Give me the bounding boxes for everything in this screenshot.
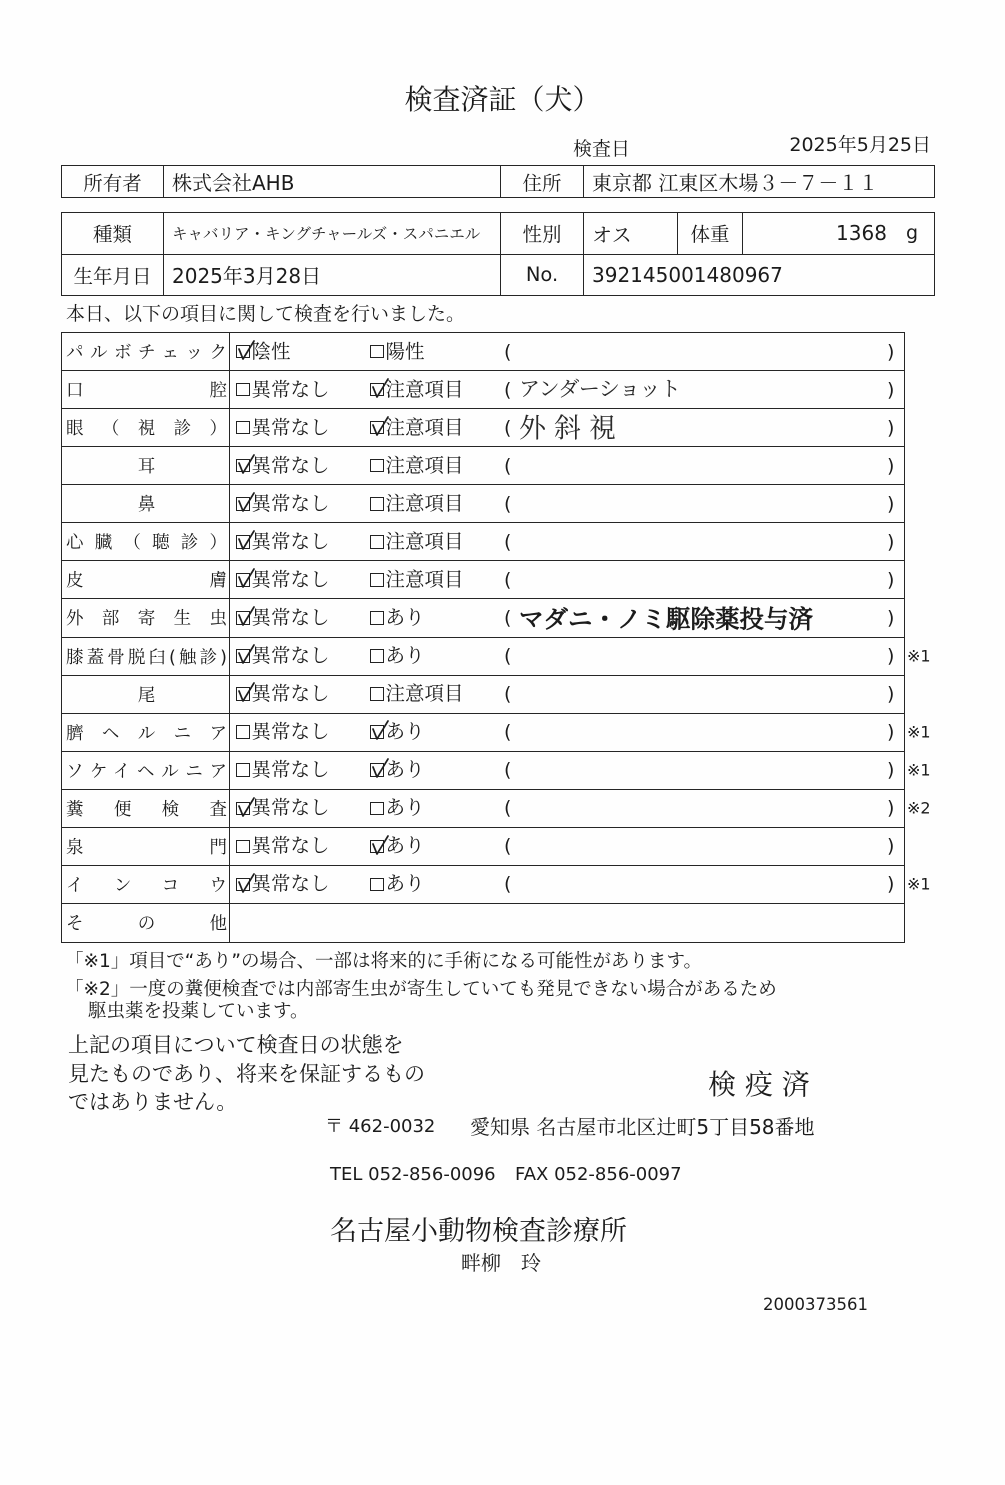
option-label: 異常なし bbox=[251, 415, 330, 439]
checkbox-checked bbox=[370, 383, 384, 397]
birth-label: 生年月日 bbox=[62, 255, 164, 296]
clinic-postal-code: 〒 462-0032 bbox=[325, 1116, 436, 1137]
paren-close: ) bbox=[887, 416, 895, 439]
row-label: 膝蓋骨脱臼(触診) bbox=[66, 647, 227, 668]
checklist-row bbox=[62, 866, 931, 904]
option bbox=[236, 796, 330, 820]
row-label: 心臓（聴診） bbox=[66, 533, 227, 554]
checkbox-checked bbox=[370, 840, 384, 854]
disclaimer bbox=[68, 1031, 425, 1117]
row-content-cell bbox=[230, 333, 904, 370]
birth-value: 2025年3月28日 bbox=[164, 255, 501, 296]
option-label: あり bbox=[385, 720, 425, 744]
row-label-cell bbox=[62, 333, 230, 370]
quarantine-stamp: 検 疫 済 bbox=[708, 1068, 810, 1101]
footnote-mark: ※1 bbox=[907, 874, 931, 894]
paren-open: ( bbox=[504, 721, 512, 744]
checkbox-unchecked bbox=[370, 802, 384, 816]
checkbox-unchecked bbox=[370, 459, 384, 473]
clinic-address: 愛知県 名古屋市北区辻町5丁目58番地 bbox=[470, 1115, 815, 1139]
check-mark-icon bbox=[237, 491, 257, 513]
row-label-cell bbox=[62, 485, 230, 522]
row-label: 眼（視診） bbox=[66, 419, 227, 440]
row-label-cell bbox=[62, 638, 230, 675]
checklist-row bbox=[62, 447, 904, 485]
footnote-mark: ※1 bbox=[907, 646, 931, 666]
footnote-2: 「※2」一度の糞便検査では内部寄生虫が寄生していても発見できない場合があるため bbox=[65, 979, 777, 1000]
checkbox-unchecked bbox=[370, 573, 384, 587]
paren-open: ( bbox=[504, 492, 512, 515]
row-label-cell bbox=[62, 371, 230, 408]
check-mark-icon bbox=[371, 377, 391, 399]
option bbox=[370, 758, 425, 782]
row-label-cell bbox=[62, 904, 230, 942]
option-label: 異常なし bbox=[251, 567, 330, 591]
checkbox-unchecked bbox=[236, 725, 250, 739]
option bbox=[370, 606, 425, 630]
row-label-cell bbox=[62, 828, 230, 865]
paren-open: ( bbox=[504, 454, 512, 477]
row-label: 耳 bbox=[137, 457, 156, 478]
option-label: あり bbox=[385, 872, 425, 896]
weight-cell bbox=[743, 213, 934, 254]
weight-value: 1368 bbox=[836, 221, 887, 246]
option-label: 異常なし bbox=[251, 453, 330, 477]
checkbox-checked bbox=[236, 459, 250, 473]
row-content-cell bbox=[230, 371, 904, 408]
inspection-date-label: 検査日 bbox=[573, 138, 631, 160]
row-label-cell bbox=[62, 599, 230, 636]
row-label-cell bbox=[62, 447, 230, 484]
row-note: 外斜視 bbox=[519, 413, 624, 445]
option bbox=[236, 340, 291, 364]
option-label: 注意項目 bbox=[385, 491, 464, 515]
paren-open: ( bbox=[504, 416, 512, 439]
paren-close: ) bbox=[887, 530, 895, 553]
paren-close: ) bbox=[887, 683, 895, 706]
checkbox-unchecked bbox=[236, 383, 250, 397]
option bbox=[236, 872, 330, 896]
option bbox=[236, 834, 330, 858]
footnote-mark: ※2 bbox=[907, 798, 931, 818]
paren-close: ) bbox=[887, 340, 895, 363]
checklist-row bbox=[62, 828, 904, 866]
animal-table bbox=[61, 212, 935, 296]
breed-label: 種類 bbox=[62, 213, 164, 254]
option-label: あり bbox=[385, 796, 425, 820]
option bbox=[370, 340, 425, 364]
checklist-row bbox=[62, 638, 931, 676]
clinic-name: 名古屋小動物検査診療所 bbox=[330, 1216, 627, 1247]
row-label-cell bbox=[62, 523, 230, 560]
checkbox-unchecked bbox=[370, 687, 384, 701]
clinic-tel: TEL 052-856-0096 bbox=[330, 1164, 496, 1185]
row-content-cell bbox=[230, 561, 904, 598]
option-label: 異常なし bbox=[251, 644, 330, 668]
checkbox-unchecked bbox=[370, 497, 384, 511]
check-mark-icon bbox=[371, 834, 391, 856]
weight-unit: g bbox=[905, 222, 918, 245]
option bbox=[370, 378, 464, 402]
paren-close: ) bbox=[887, 454, 895, 477]
document-number: 2000373561 bbox=[763, 1295, 868, 1314]
checklist-row bbox=[62, 904, 904, 942]
animal-row-breed bbox=[62, 213, 934, 254]
footnote-mark: ※1 bbox=[907, 722, 931, 742]
option bbox=[236, 454, 330, 478]
document-title: 検査済証（犬） bbox=[404, 83, 601, 116]
row-label-cell bbox=[62, 676, 230, 713]
check-mark-icon bbox=[237, 339, 257, 361]
row-label-cell bbox=[62, 409, 230, 446]
paren-open: ( bbox=[504, 606, 512, 629]
check-mark-icon bbox=[237, 529, 257, 551]
option bbox=[236, 720, 330, 744]
checkbox-unchecked bbox=[370, 345, 384, 359]
checkbox-unchecked bbox=[370, 878, 384, 892]
disclaimer-line: 見たものであり、将来を保証するもの bbox=[68, 1061, 425, 1086]
option bbox=[370, 454, 464, 478]
option-label: 注意項目 bbox=[385, 415, 464, 439]
option bbox=[370, 530, 464, 554]
weight-label: 体重 bbox=[678, 213, 743, 254]
checkbox-unchecked bbox=[370, 611, 384, 625]
checkbox-checked bbox=[236, 535, 250, 549]
option bbox=[236, 682, 330, 706]
checklist-row bbox=[62, 561, 904, 599]
row-content-cell bbox=[230, 599, 904, 636]
paren-close: ) bbox=[887, 492, 895, 515]
intro-text: 本日、以下の項目に関して検査を行いました。 bbox=[66, 303, 466, 325]
check-mark-icon bbox=[237, 872, 257, 894]
checklist-row bbox=[62, 790, 931, 828]
number-value: 392145001480967 bbox=[592, 262, 783, 287]
row-content-cell bbox=[230, 409, 904, 446]
option-label: 陽性 bbox=[385, 339, 425, 363]
paren-open: ( bbox=[504, 835, 512, 858]
row-label-cell bbox=[62, 714, 230, 751]
option-label: 注意項目 bbox=[385, 529, 464, 553]
checkbox-checked bbox=[236, 573, 250, 587]
row-label-cell bbox=[62, 790, 230, 827]
checklist-row bbox=[62, 409, 904, 447]
row-content-cell bbox=[230, 828, 904, 865]
paren-close: ) bbox=[887, 797, 895, 820]
row-label: パルボチェック bbox=[66, 343, 227, 364]
check-mark-icon bbox=[237, 605, 257, 627]
paren-open: ( bbox=[504, 873, 512, 896]
option bbox=[370, 720, 425, 744]
checklist-row bbox=[62, 714, 931, 752]
option-label: 異常なし bbox=[251, 758, 330, 782]
checkbox-checked bbox=[236, 687, 250, 701]
check-mark-icon bbox=[371, 719, 391, 741]
option-label: 異常なし bbox=[251, 720, 330, 744]
row-label: 口腔 bbox=[66, 381, 227, 402]
paren-close: ) bbox=[887, 835, 895, 858]
paren-close: ) bbox=[887, 759, 895, 782]
row-label: 尾 bbox=[137, 685, 156, 706]
option bbox=[370, 834, 425, 858]
option-label: 異常なし bbox=[251, 491, 330, 515]
check-mark-icon bbox=[237, 796, 257, 818]
check-mark-icon bbox=[371, 757, 391, 779]
owner-table bbox=[61, 165, 935, 198]
row-content-cell bbox=[230, 676, 904, 713]
checkbox-unchecked bbox=[236, 421, 250, 435]
option bbox=[370, 492, 464, 516]
checklist-row bbox=[62, 599, 904, 637]
checklist-row bbox=[62, 333, 904, 371]
option-label: 異常なし bbox=[251, 834, 330, 858]
option bbox=[236, 416, 330, 440]
checkbox-checked bbox=[236, 497, 250, 511]
address-value: 東京都 江東区木場３－７－１１ bbox=[592, 171, 879, 195]
owner-label: 所有者 bbox=[62, 166, 164, 197]
option bbox=[236, 492, 330, 516]
row-content-cell bbox=[230, 447, 904, 484]
paren-close: ) bbox=[887, 721, 895, 744]
option bbox=[370, 568, 464, 592]
row-label: 糞便検査 bbox=[66, 799, 227, 820]
paren-close: ) bbox=[887, 378, 895, 401]
disclaimer-line: ではありません。 bbox=[68, 1090, 238, 1114]
option-label: 注意項目 bbox=[385, 453, 464, 477]
paren-open: ( bbox=[504, 568, 512, 591]
option bbox=[236, 758, 330, 782]
check-mark-icon bbox=[237, 567, 257, 589]
option-label: 異常なし bbox=[251, 682, 330, 706]
owner-value: 株式会社AHB bbox=[164, 166, 501, 197]
option bbox=[370, 872, 425, 896]
option-label: 注意項目 bbox=[385, 682, 464, 706]
option-label: 異常なし bbox=[251, 796, 330, 820]
disclaimer-line: 上記の項目について検査日の状態を bbox=[68, 1033, 404, 1057]
checkbox-checked bbox=[236, 802, 250, 816]
checkbox-unchecked bbox=[370, 649, 384, 663]
row-label: その他 bbox=[66, 914, 227, 935]
checkbox-checked bbox=[236, 878, 250, 892]
paren-open: ( bbox=[504, 645, 512, 668]
paren-open: ( bbox=[504, 530, 512, 553]
paren-close: ) bbox=[887, 568, 895, 591]
row-note: マダニ・ノミ駆除薬投与済 bbox=[519, 604, 813, 634]
row-label: 外部寄生虫 bbox=[66, 609, 227, 630]
row-label: 皮膚 bbox=[66, 571, 227, 592]
paren-open: ( bbox=[504, 378, 512, 401]
row-label: 臍ヘルニア bbox=[66, 723, 227, 744]
inspection-checklist bbox=[61, 332, 931, 943]
option-label: 注意項目 bbox=[385, 377, 464, 401]
option bbox=[236, 378, 330, 402]
sex-value: オス bbox=[584, 213, 678, 254]
paren-open: ( bbox=[504, 340, 512, 363]
checklist-row bbox=[62, 752, 931, 790]
breed-value: キャバリア・キングチャールズ・スパニエル bbox=[164, 213, 501, 254]
owner-row bbox=[62, 166, 934, 197]
option-label: あり bbox=[385, 758, 425, 782]
row-content-cell bbox=[230, 523, 904, 560]
animal-row-birth bbox=[62, 254, 934, 296]
row-content-cell bbox=[230, 485, 904, 522]
option-label: 異常なし bbox=[251, 377, 330, 401]
option bbox=[236, 568, 330, 592]
checkbox-checked bbox=[370, 421, 384, 435]
option bbox=[236, 606, 330, 630]
row-label: 泉門 bbox=[66, 837, 227, 858]
option-label: 異常なし bbox=[251, 605, 330, 629]
option-label: 陰性 bbox=[251, 339, 291, 363]
option bbox=[370, 644, 425, 668]
number-label: No. bbox=[501, 255, 584, 296]
check-mark-icon bbox=[237, 453, 257, 475]
clinic-fax: FAX 052-856-0097 bbox=[515, 1164, 682, 1185]
paren-open: ( bbox=[504, 683, 512, 706]
option bbox=[370, 682, 464, 706]
checklist-row bbox=[62, 371, 904, 409]
address-label: 住所 bbox=[501, 166, 584, 197]
footnote-1: 「※1」項目で“あり”の場合、一部は将来的に手術になる可能性があります。 bbox=[65, 951, 702, 972]
option-label: 異常なし bbox=[251, 872, 330, 896]
paren-close: ) bbox=[887, 645, 895, 668]
check-mark-icon bbox=[371, 415, 391, 437]
option-label: あり bbox=[385, 605, 425, 629]
option-label: あり bbox=[385, 834, 425, 858]
row-content-cell bbox=[230, 866, 904, 903]
checkbox-checked bbox=[370, 763, 384, 777]
checkbox-checked bbox=[370, 725, 384, 739]
row-note: アンダーショット bbox=[519, 377, 681, 402]
inspection-date-value: 2025年5月25日 bbox=[789, 134, 931, 156]
checkbox-unchecked bbox=[370, 535, 384, 549]
option-label: 注意項目 bbox=[385, 567, 464, 591]
checklist-row bbox=[62, 676, 904, 714]
row-label: インコウ bbox=[66, 875, 227, 896]
doctor-name: 畔柳 玲 bbox=[461, 1251, 541, 1275]
paren-open: ( bbox=[504, 759, 512, 782]
row-content-cell bbox=[230, 638, 904, 675]
sex-label: 性別 bbox=[501, 213, 584, 254]
checkbox-checked bbox=[236, 611, 250, 625]
row-label-cell bbox=[62, 752, 230, 789]
row-label: 鼻 bbox=[137, 495, 156, 516]
row-label-cell bbox=[62, 866, 230, 903]
checkbox-unchecked bbox=[236, 840, 250, 854]
option-label: あり bbox=[385, 644, 425, 668]
check-mark-icon bbox=[237, 643, 257, 665]
option bbox=[370, 416, 464, 440]
footnote-2-continued: 駆虫薬を投薬しています。 bbox=[88, 1001, 309, 1022]
checklist-row bbox=[62, 523, 904, 561]
check-mark-icon bbox=[237, 681, 257, 703]
row-content-cell bbox=[230, 790, 904, 827]
option bbox=[236, 530, 330, 554]
option bbox=[370, 796, 425, 820]
row-content-cell bbox=[230, 752, 904, 789]
paren-close: ) bbox=[887, 873, 895, 896]
footnote-mark: ※1 bbox=[907, 760, 931, 780]
checkbox-checked bbox=[236, 345, 250, 359]
paren-open: ( bbox=[504, 797, 512, 820]
option-label: 異常なし bbox=[251, 529, 330, 553]
row-label: ソケイヘルニア bbox=[66, 761, 227, 782]
option bbox=[236, 644, 330, 668]
checklist-row bbox=[62, 485, 904, 523]
row-content-cell bbox=[230, 904, 904, 942]
row-content-cell bbox=[230, 714, 904, 751]
paren-close: ) bbox=[887, 606, 895, 629]
row-label-cell bbox=[62, 561, 230, 598]
checkbox-checked bbox=[236, 649, 250, 663]
checkbox-unchecked bbox=[236, 763, 250, 777]
